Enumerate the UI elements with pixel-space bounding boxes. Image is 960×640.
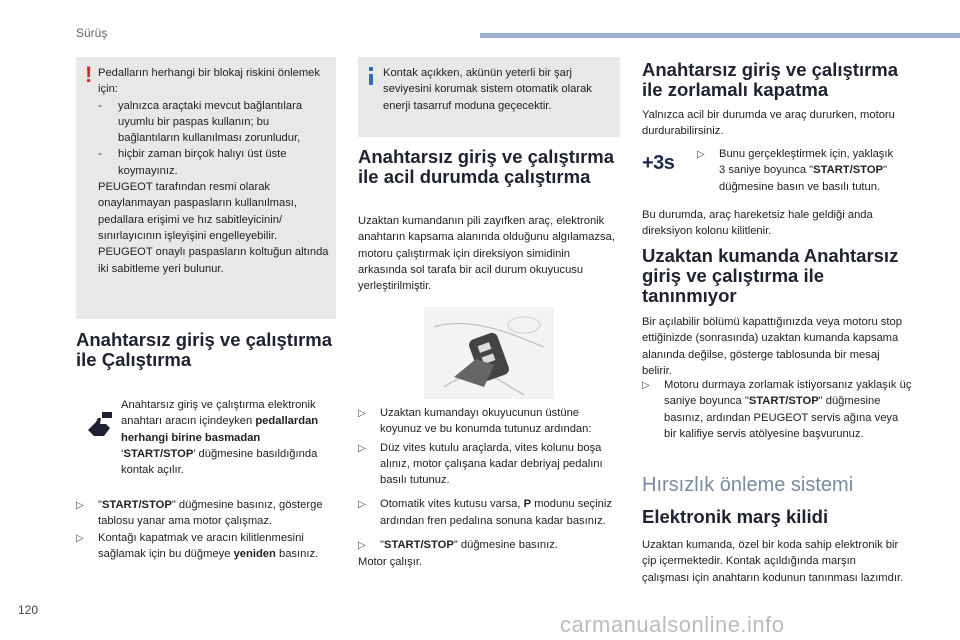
list-item: ▷ "START/STOP" düğmesine basınız, gösterge tablosu yanar ama motor çalışmaz. xyxy=(76,497,338,530)
arrow-icon: ▷ xyxy=(358,499,366,511)
info-icon xyxy=(369,67,373,85)
three-seconds-badge xyxy=(642,152,686,182)
list-item: ▷ Otomatik vites kutusu varsa, P modunu seçiniz ardından fren pedalına sonuna kadar basınız. xyxy=(358,496,620,529)
result-text: Motor çalışır. xyxy=(358,556,423,569)
paragraph: Bu durumda, araç hareketsiz hale geldiği anda direksiyon kolonu kilitlenir. xyxy=(642,209,873,238)
warning-box xyxy=(76,57,336,319)
list-item: ▷ Bunu gerçekleştirmek için, yaklaşık 3 saniye boyunca "START/STOP" düğmesine basın ve basılı tutun. xyxy=(697,146,897,195)
arrow-icon: ▷ xyxy=(358,540,366,552)
warning-intro: Pedalların herhangi bir blokaj riskini önlemek için: xyxy=(98,67,321,96)
paragraph: Uzaktan kumandanın pili zayıfken araç, elektronik anahtarın kapsama alanında olduğunu algılamazsa, motoru çalıştırmak için direksiyon simidinin arkasında sol tarafa bir acil durum okuyucusu yerleştirilmiştir. xyxy=(358,215,615,293)
bullet-list xyxy=(358,405,620,571)
paragraph: Yalnızca acil bir durumda ve araç dururken, motoru durdurabilirsiniz. xyxy=(642,109,895,138)
section-heading: Elektronik marş kilidi xyxy=(642,506,829,527)
text-bold: pedallardan herhangi birine basmadan xyxy=(121,415,319,444)
dash-symbol: - xyxy=(98,148,102,161)
push-button-icon xyxy=(84,408,116,440)
text-part: Anahtarsız giriş ve çalıştırma elektronik anahtarı aracın içindeyken xyxy=(121,399,316,428)
header-bar xyxy=(480,33,960,38)
icon-description xyxy=(121,397,336,478)
paragraph: Uzaktan kumanda, özel bir koda sahip elektronik bir çip içermektedir. Kontak açıldığında marşın çalışması için anahtarın kodunun tanınması lazımdır. xyxy=(642,539,904,584)
section-heading: Hırsızlık önleme sistemi xyxy=(642,474,854,496)
warning-item: hiçbir zaman birçok halıyı üst üste koymayınız. xyxy=(118,148,287,177)
section-heading: Uzaktan kumanda Anahtarsız giriş ve çalıştırma ile tanınmıyor xyxy=(642,245,899,306)
list-item: ▷ "START/STOP" düğmesine basınız. xyxy=(358,537,620,554)
dash-symbol: - xyxy=(98,99,102,112)
text-bold: START/STOP xyxy=(123,447,194,460)
section-heading: Anahtarsız giriş ve çalıştırma ile Çalıştırma xyxy=(76,329,333,370)
arrow-icon: ▷ xyxy=(358,442,366,454)
page-number: 120 xyxy=(18,603,39,617)
arrow-icon: ▷ xyxy=(76,500,84,511)
bullet-list xyxy=(76,497,338,562)
section-heading: Anahtarsız giriş ve çalıştırma ile acil durumda çalıştırma xyxy=(358,146,615,187)
section-label: Sürüş xyxy=(76,26,108,40)
arrow-icon: ▷ xyxy=(358,408,366,419)
section-heading: Anahtarsız giriş ve çalıştırma ile zorlamalı kapatma xyxy=(642,59,899,100)
list-item: ▷ Motoru durmaya zorlamak istiyorsanız yaklaşık üç saniye boyunca "START/STOP" düğmesine basınız, ardından PEUGEOT servis ağına veya bir kalifiye servis atölyesine başvurunuz. xyxy=(642,377,912,442)
list-item: ▷ Kontağı kapatmak ve aracın kilitlenmesini sağlamak için bu düğmeye yeniden basınız. xyxy=(76,530,338,563)
text-part: ’ düğmesine basıldığında kontak açılır. xyxy=(121,447,318,477)
list-item: ▷ Düz vites kutulu araçlarda, vites kolunu boşa alınız, motor çalışana kadar debriyaj pedalını basılı tutunuz. xyxy=(358,440,620,489)
text-part: ‘ xyxy=(121,447,124,460)
watermark: carmanualsonline.info xyxy=(560,612,785,637)
badge-label: +3s xyxy=(642,152,675,174)
info-box xyxy=(358,57,620,137)
list-item: ▷ Uzaktan kumandayı okuyucunun üstüne koyunuz ve bu konumda tutunuz ardından: xyxy=(358,405,620,438)
warning-icon: ! xyxy=(85,62,93,87)
paragraph: Bir açılabilir bölümü kapattığınızda veya motoru stop ettiğinizde (sonrasında) uzaktan kumanda kapsama alanında değilse, gösterge tablosunda bir mesaj belirir. xyxy=(642,316,902,377)
emergency-reader-illustration xyxy=(424,307,554,399)
warning-item: yalnızca araçtaki mevcut bağlantılara uyumlu bir paspas kullanın; bu bağlantıların kullanılması zorunludur, xyxy=(118,99,303,145)
info-text: Kontak açıkken, akünün yeterli bir şarj seviyesini korumak sistem otomatik olarak enerji tasarruf moduna geçecektir. xyxy=(383,67,592,112)
warning-outro: PEUGEOT tarafından resmi olarak onaylanmayan paspasların kullanılması, pedallara erişimi ve hız sabitleyicinin/ sınırlayıcının işleyişini engelleyebilir. PEUGEOT onaylı paspasların koltuğun altında iki sabitleme yeri bulunur. xyxy=(98,181,329,275)
arrow-icon: ▷ xyxy=(697,149,705,160)
arrow-icon: ▷ xyxy=(76,532,84,544)
arrow-icon: ▷ xyxy=(642,380,650,391)
